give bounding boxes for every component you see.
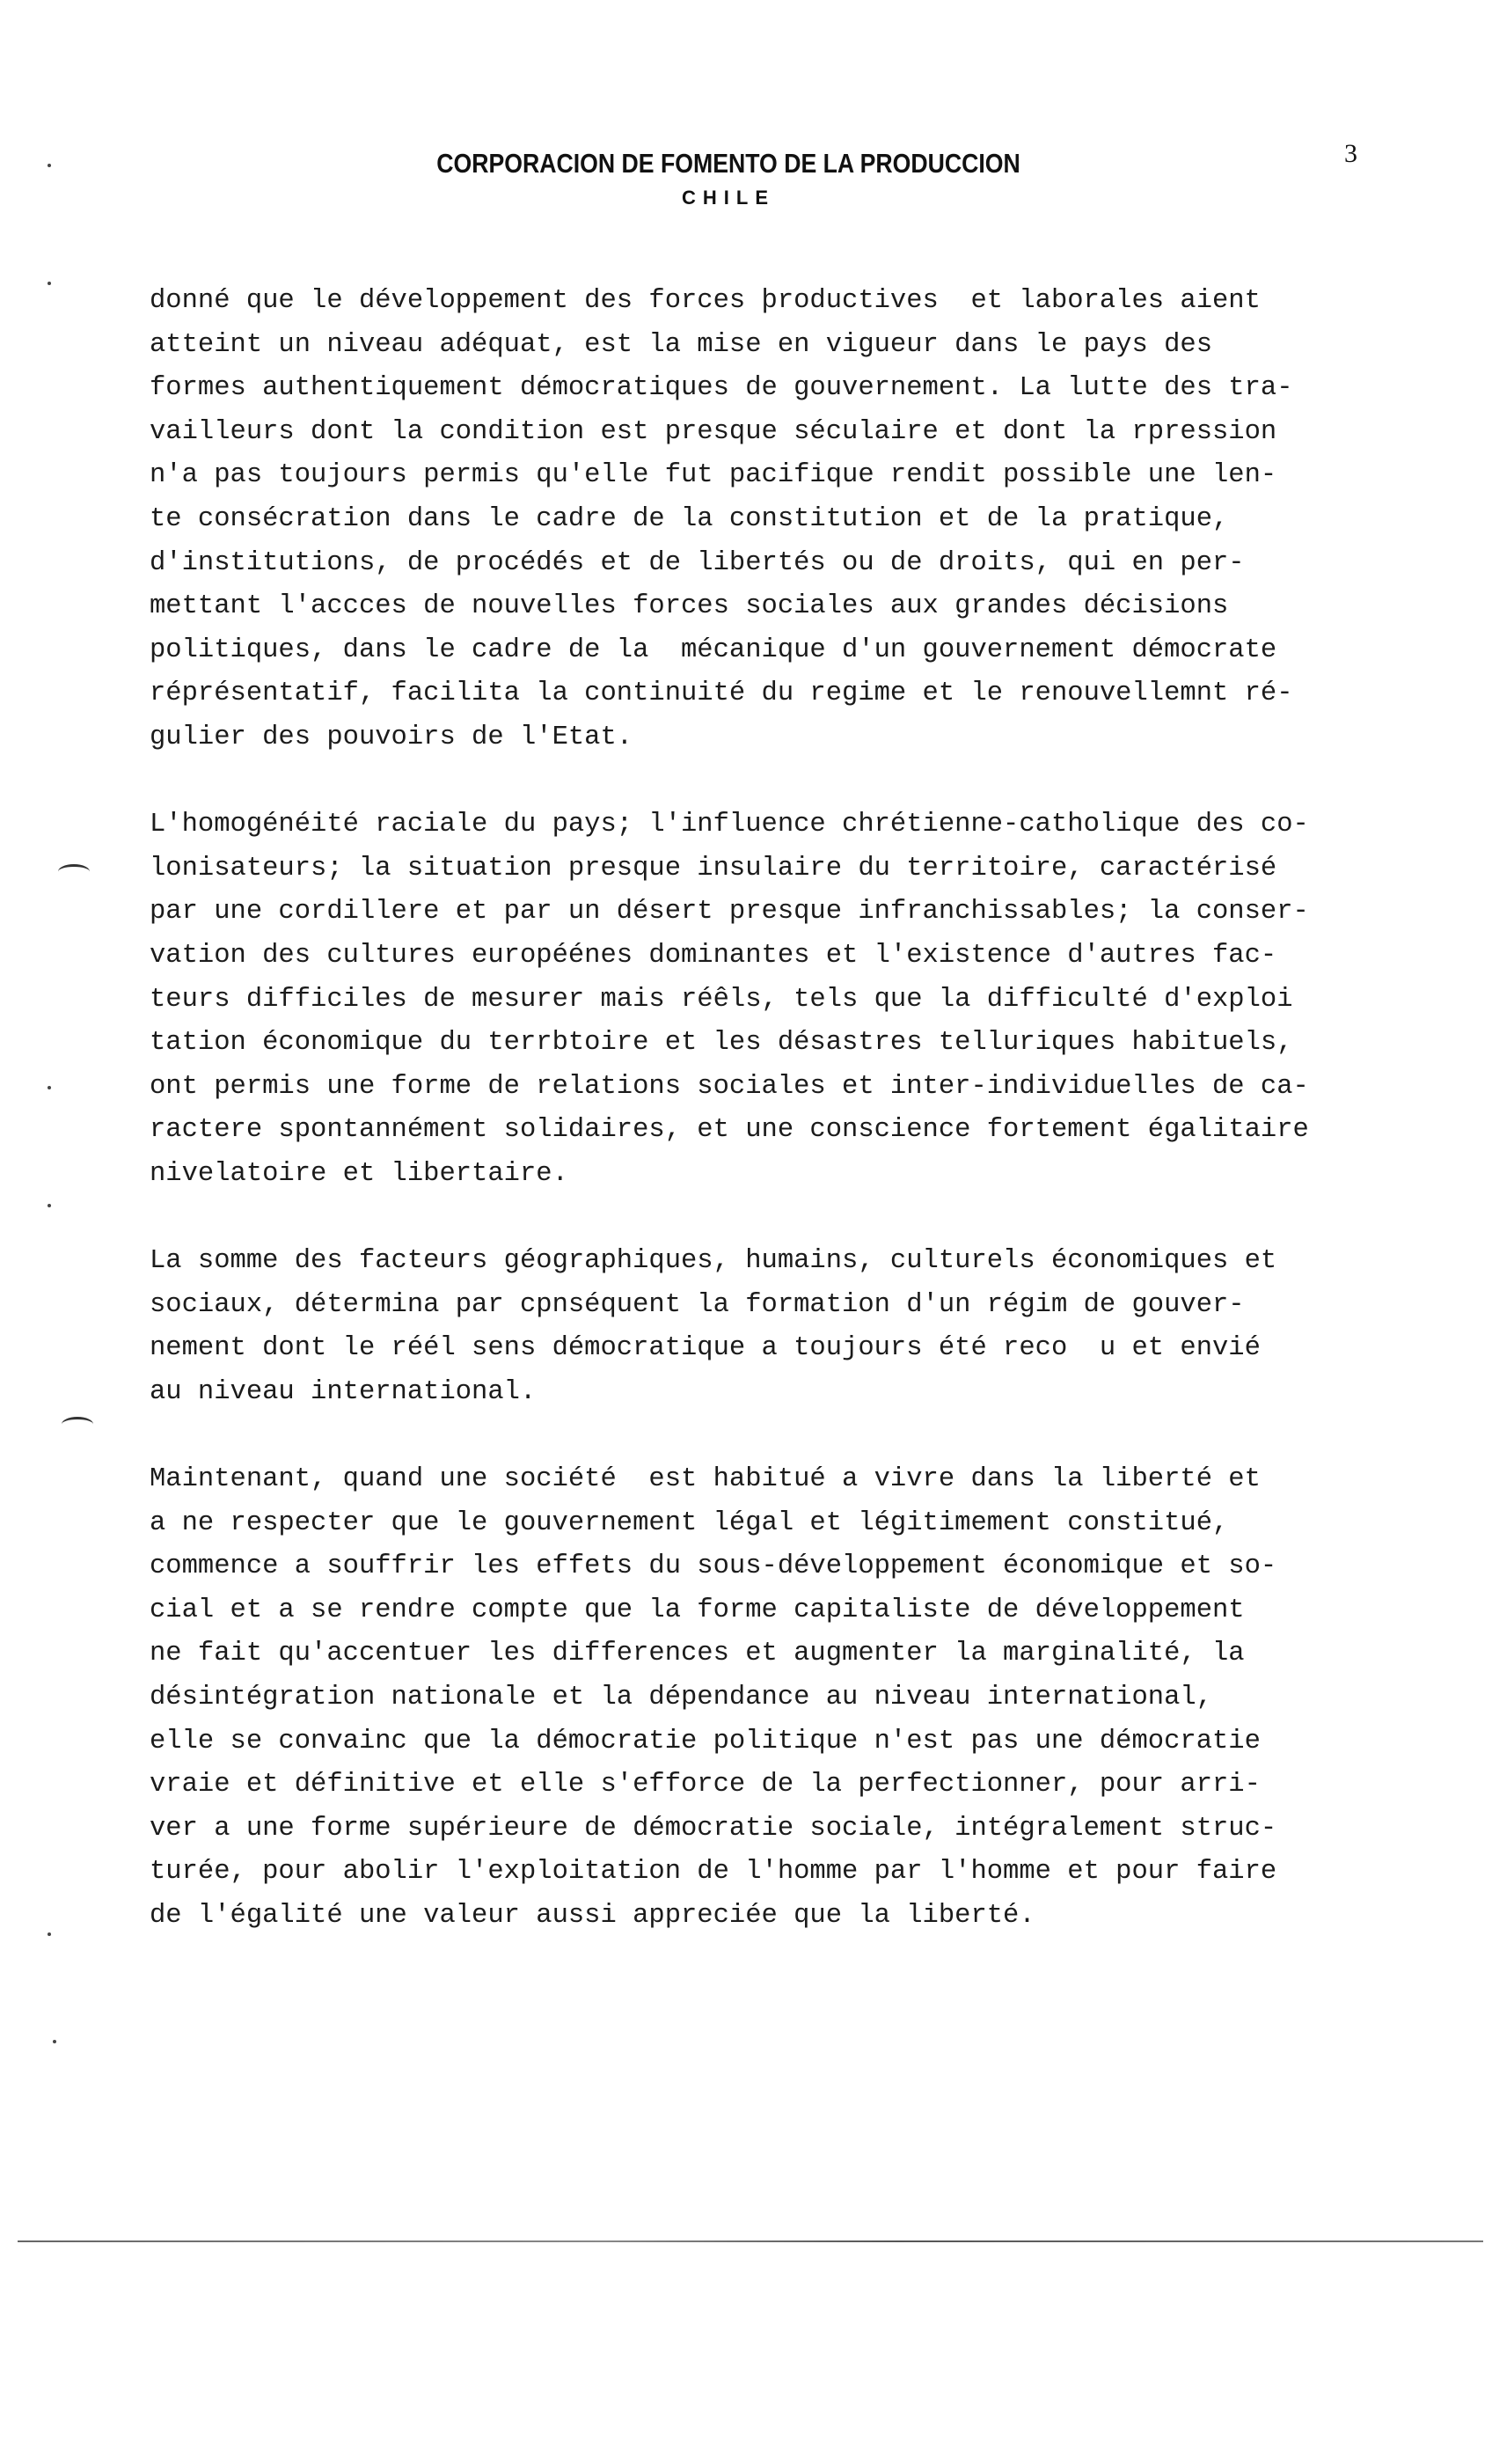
paragraph-4 xyxy=(150,1458,1452,1939)
margin-dot xyxy=(48,164,51,167)
text-line: nement dont le réél sens démocratique a toujours été reco u et envié xyxy=(150,1333,1261,1364)
margin-dot xyxy=(48,1086,51,1089)
country-name: CHILE xyxy=(682,187,775,209)
organization-name: CORPORACION DE FOMENTO DE LA PRODUCCION xyxy=(436,148,1020,179)
margin-dot xyxy=(48,1204,51,1207)
text-line: atteint un niveau adéquat, est la mise en vigueur dans le pays des xyxy=(150,329,1212,360)
text-line: teurs difficiles de mesurer mais réêls, tels que la difficulté d'exploi xyxy=(150,984,1293,1015)
text-line: vailleurs dont la condition est presque séculaire et dont la rpression xyxy=(150,416,1277,447)
margin-dot xyxy=(53,2040,56,2043)
text-line: donné que le développement des forces þroductives et laborales aient xyxy=(150,286,1261,316)
text-line: formes authentiquement démocratiques de gouvernement. La lutte des tra- xyxy=(150,373,1293,404)
page-bottom-rule xyxy=(18,2240,1483,2242)
text-line: au niveau international. xyxy=(150,1376,537,1407)
text-line: lonisateurs; la situation presque insulaire du territoire, caractérisé xyxy=(150,853,1277,884)
paragraph-2 xyxy=(150,803,1452,1196)
text-line: par une cordillere et par un désert presque infranchissables; la conser- xyxy=(150,897,1309,928)
text-line: L'homogénéité raciale du pays; l'influence chrétienne-catholique des co- xyxy=(150,810,1309,840)
text-line: commence a souffrir les effets du sous-développement économique et so- xyxy=(150,1551,1277,1582)
text-line: n'a pas toujours permis qu'elle fut pacifique rendit possible une len- xyxy=(150,460,1277,491)
text-line: La somme des facteurs géographiques, humains, culturels économiques et xyxy=(150,1246,1277,1277)
text-line: tation économique du terrbtoire et les désastres telluriques habituels, xyxy=(150,1028,1293,1059)
text-line: te consécration dans le cadre de la constitution et de la pratique, xyxy=(150,503,1229,534)
document-body xyxy=(150,280,1452,1982)
text-line: ont permis une forme de relations sociales et inter-individuelles de ca- xyxy=(150,1071,1309,1102)
text-line: de l'égalité une valeur aussi appreciée que la liberté. xyxy=(150,1900,1035,1931)
text-line: turée, pour abolir l'exploitation de l'homme par l'homme et pour faire xyxy=(150,1857,1277,1888)
text-line: gulier des pouvoirs de l'Etat. xyxy=(150,722,633,752)
text-line: politiques, dans le cadre de la mécanique d'un gouvernement démocrate xyxy=(150,634,1277,665)
text-line: réprésentatif, facilita la continuité du regime et le renouvellemnt ré- xyxy=(150,678,1293,709)
paragraph-1 xyxy=(150,280,1452,760)
text-line: Maintenant, quand une société est habitué a vivre dans la liberté et xyxy=(150,1464,1261,1495)
text-line: ne fait qu'accentuer les differences et augmenter la marginalité, la xyxy=(150,1639,1245,1669)
text-line: ractere spontannément solidaires, et une conscience fortement égalitaire xyxy=(150,1115,1309,1146)
text-line: ver a une forme supérieure de démocratie sociale, intégralement struc- xyxy=(150,1813,1277,1844)
text-line: a ne respecter que le gouvernement légal et légitimement constitué, xyxy=(150,1507,1229,1538)
margin-hole-mark xyxy=(62,1417,93,1432)
letterhead xyxy=(0,148,1492,209)
margin-hole-mark xyxy=(58,864,90,879)
text-line: vraie et définitive et elle s'efforce de la perfectionner, pour arri- xyxy=(150,1770,1261,1800)
text-line: désintégration nationale et la dépendance au niveau international, xyxy=(150,1683,1212,1712)
text-line: vation des cultures européénes dominantes et l'existence d'autres fac- xyxy=(150,940,1277,971)
page-number: 3 xyxy=(1344,139,1357,168)
text-line: nivelatoire et libertaire. xyxy=(150,1158,568,1189)
paragraph-3 xyxy=(150,1240,1452,1414)
text-line: mettant l'accces de nouvelles forces sociales aux grandes décisions xyxy=(150,591,1229,622)
margin-dot xyxy=(48,282,51,285)
margin-dot xyxy=(48,1932,51,1936)
text-line: d'institutions, de procédés et de libertés ou de droits, qui en per- xyxy=(150,547,1245,578)
text-line: sociaux, détermina par cpnséquent la formation d'un régim de gouver- xyxy=(150,1289,1245,1320)
text-line: cial et a se rendre compte que la forme capitaliste de développement xyxy=(150,1595,1245,1625)
text-line: elle se convainc que la démocratie politique n'est pas une démocratie xyxy=(150,1726,1261,1756)
